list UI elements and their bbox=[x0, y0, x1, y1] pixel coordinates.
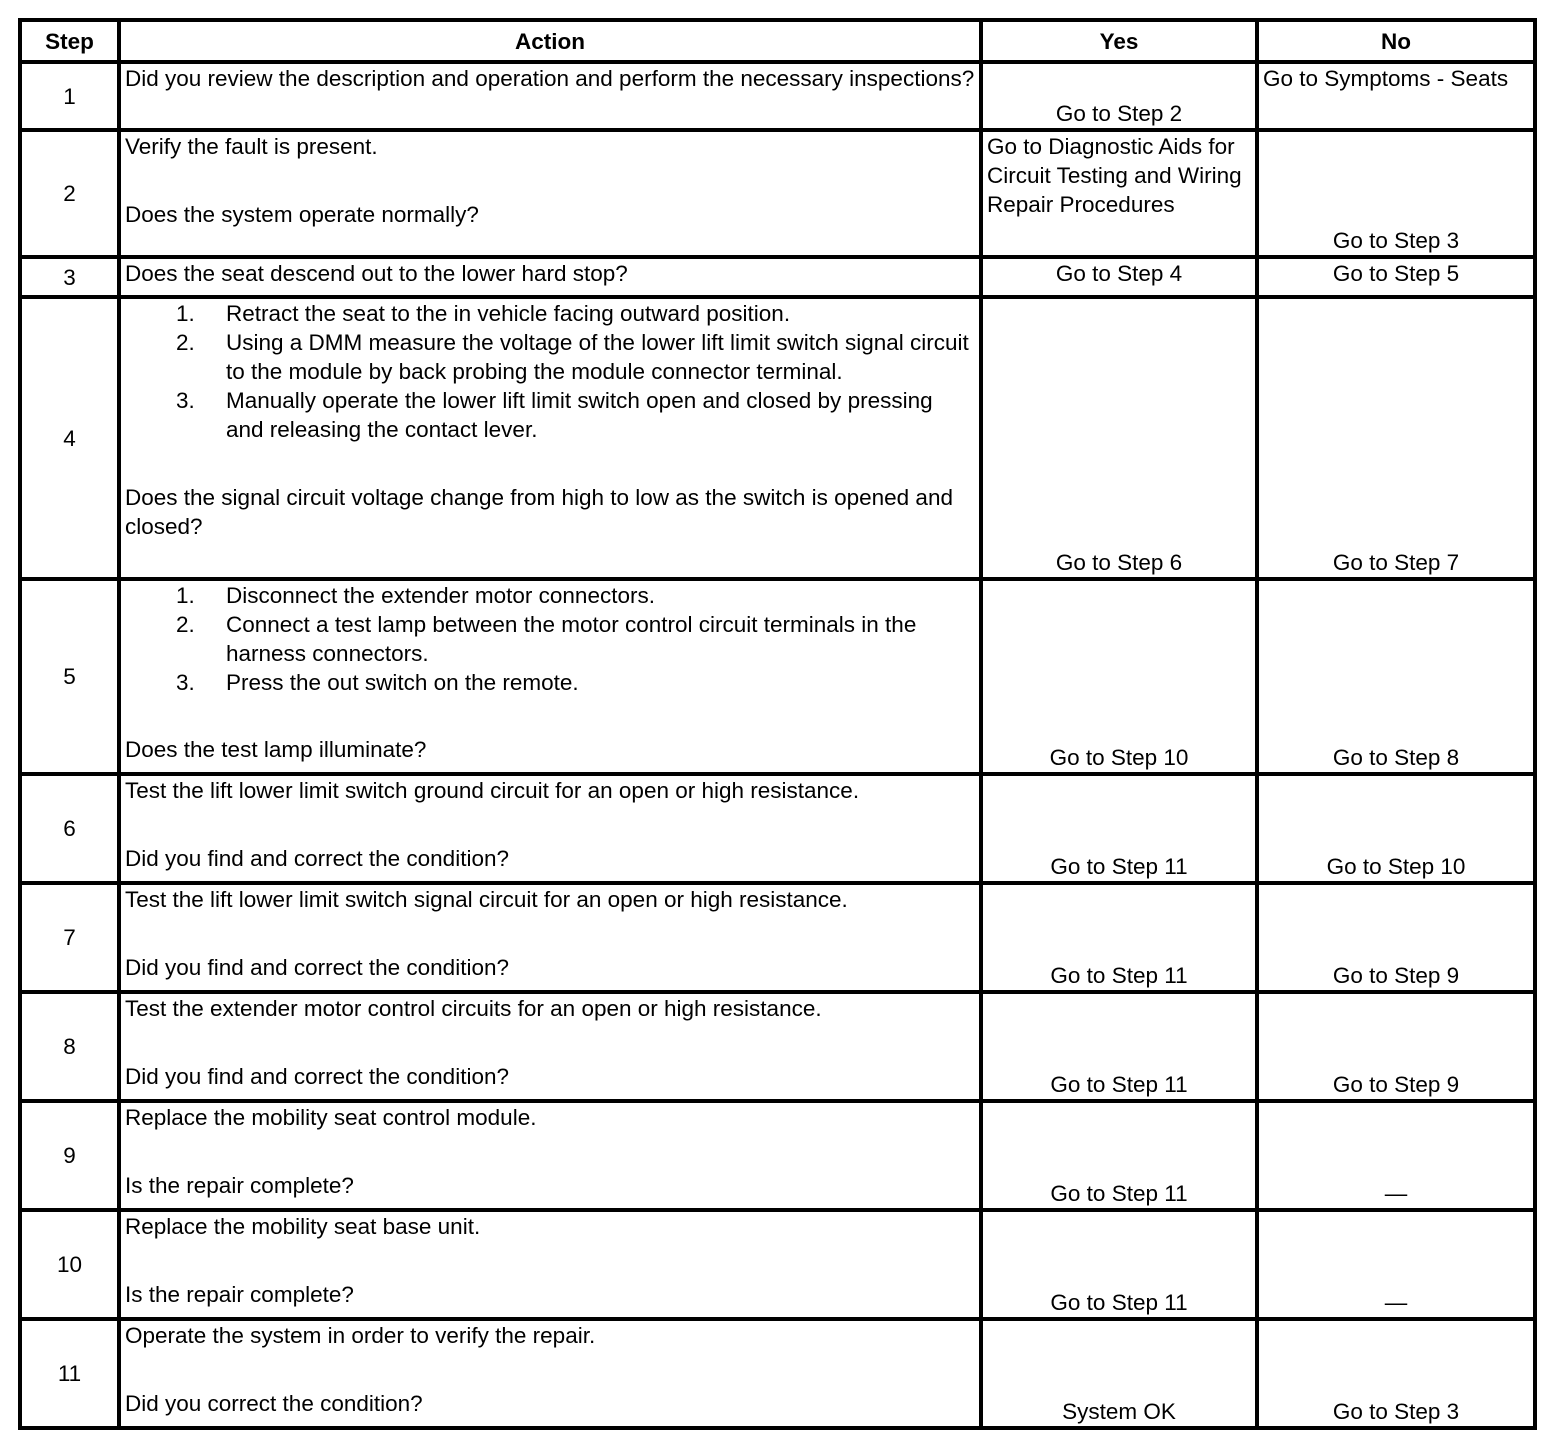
no-text: Go to Step 9 bbox=[1332, 1072, 1460, 1097]
action-question: Does the test lamp illuminate? bbox=[125, 737, 427, 762]
table-row bbox=[20, 62, 1535, 130]
action-cell bbox=[119, 1210, 981, 1319]
instruction-item: 3. Manually operate the lower lift limit switch open and closed by pressing and releasing the contact lever. bbox=[176, 388, 933, 442]
action-text: Test the extender motor control circuits for an open or high resistance. bbox=[125, 996, 822, 1021]
table-row bbox=[20, 774, 1535, 883]
no-cell bbox=[1257, 579, 1535, 774]
yes-cell bbox=[981, 1319, 1257, 1428]
no-cell bbox=[1257, 1210, 1535, 1319]
yes-cell bbox=[981, 774, 1257, 883]
action-question: Did you find and correct the condition? bbox=[125, 846, 509, 871]
step-number: 8 bbox=[20, 992, 119, 1101]
no-text: Go to Step 3 bbox=[1332, 1399, 1460, 1424]
no-text: Go to Step 5 bbox=[1332, 261, 1460, 286]
no-text: — bbox=[1384, 1290, 1408, 1315]
yes-text: Go to Step 11 bbox=[1050, 963, 1188, 988]
action-cell bbox=[119, 62, 981, 130]
no-text: Go to Step 10 bbox=[1326, 854, 1466, 879]
instruction-item: 2. Using a DMM measure the voltage of the lower lift limit switch signal circuit to the module by back probing the module connector terminal. bbox=[176, 330, 969, 384]
step-number: 6 bbox=[20, 774, 119, 883]
yes-text: Go to Step 2 bbox=[1055, 101, 1183, 126]
action-question: Is the repair complete? bbox=[125, 1282, 354, 1307]
instruction-item: 3. Press the out switch on the remote. bbox=[176, 670, 579, 695]
header-row bbox=[20, 20, 1535, 62]
yes-cell bbox=[981, 62, 1257, 130]
action-text: Replace the mobility seat base unit. bbox=[125, 1214, 481, 1239]
yes-cell bbox=[981, 257, 1257, 297]
table-row bbox=[20, 297, 1535, 579]
action-question: Does the system operate normally? bbox=[125, 202, 479, 227]
action-question: Did you correct the condition? bbox=[125, 1391, 423, 1416]
action-text: Verify the fault is present. bbox=[125, 134, 378, 159]
table-row bbox=[20, 1319, 1535, 1428]
step-number: 4 bbox=[20, 297, 119, 579]
table-row bbox=[20, 883, 1535, 992]
step-number: 9 bbox=[20, 1101, 119, 1210]
action-cell bbox=[119, 883, 981, 992]
step-number: 7 bbox=[20, 883, 119, 992]
action-text: Replace the mobility seat control module. bbox=[125, 1105, 537, 1130]
action-question: Did you find and correct the condition? bbox=[125, 1064, 509, 1089]
yes-text: System OK bbox=[1062, 1399, 1176, 1424]
yes-cell bbox=[981, 297, 1257, 579]
yes-text: Go to Step 11 bbox=[1050, 1072, 1188, 1097]
no-text: Go to Symptoms - Seats bbox=[1263, 66, 1509, 91]
action-cell bbox=[119, 130, 981, 257]
table-row bbox=[20, 992, 1535, 1101]
no-cell bbox=[1257, 257, 1535, 297]
action-cell bbox=[119, 992, 981, 1101]
no-text: Go to Step 7 bbox=[1332, 550, 1460, 575]
no-text: — bbox=[1384, 1181, 1408, 1206]
no-text: Go to Step 8 bbox=[1332, 745, 1460, 770]
action-question: Does the signal circuit voltage change from high to low as the switch is opened and closed? bbox=[125, 485, 953, 539]
no-text: Go to Step 3 bbox=[1332, 228, 1460, 253]
step-number: 2 bbox=[20, 130, 119, 257]
action-text: Does the seat descend out to the lower hard stop? bbox=[125, 261, 628, 286]
table-row bbox=[20, 257, 1535, 297]
yes-cell bbox=[981, 1101, 1257, 1210]
action-cell bbox=[119, 297, 981, 579]
action-question: Is the repair complete? bbox=[125, 1173, 354, 1198]
no-cell bbox=[1257, 62, 1535, 130]
yes-text: Go to Step 6 bbox=[1055, 550, 1183, 575]
no-cell bbox=[1257, 1101, 1535, 1210]
no-cell bbox=[1257, 1319, 1535, 1428]
action-text: Test the lift lower limit switch signal circuit for an open or high resistance. bbox=[125, 887, 848, 912]
instruction-list bbox=[125, 299, 975, 444]
yes-cell bbox=[981, 130, 1257, 257]
action-text: Test the lift lower limit switch ground circuit for an open or high resistance. bbox=[125, 778, 860, 803]
step-number: 3 bbox=[20, 257, 119, 297]
yes-text: Go to Step 11 bbox=[1050, 1181, 1188, 1206]
table-row bbox=[20, 130, 1535, 257]
table-row bbox=[20, 1101, 1535, 1210]
header-step: Step bbox=[20, 20, 119, 62]
header-action: Action bbox=[119, 20, 981, 62]
no-cell bbox=[1257, 297, 1535, 579]
no-cell bbox=[1257, 883, 1535, 992]
no-text: Go to Step 9 bbox=[1332, 963, 1460, 988]
action-cell bbox=[119, 257, 981, 297]
step-number: 11 bbox=[20, 1319, 119, 1428]
no-cell bbox=[1257, 992, 1535, 1101]
instruction-item: 1. Retract the seat to the in vehicle facing outward position. bbox=[176, 301, 791, 326]
instruction-item: 2. Connect a test lamp between the motor control circuit terminals in the harness connectors. bbox=[176, 612, 917, 666]
action-question: Did you find and correct the condition? bbox=[125, 955, 509, 980]
yes-cell bbox=[981, 1210, 1257, 1319]
header-yes: Yes bbox=[981, 20, 1257, 62]
instruction-item: 1. Disconnect the extender motor connectors. bbox=[176, 583, 655, 608]
yes-text: Go to Step 11 bbox=[1050, 1290, 1188, 1315]
no-cell bbox=[1257, 130, 1535, 257]
action-cell bbox=[119, 774, 981, 883]
action-cell bbox=[119, 1319, 981, 1428]
step-number: 5 bbox=[20, 579, 119, 774]
step-number: 1 bbox=[20, 62, 119, 130]
diagnostic-table bbox=[18, 18, 1537, 1430]
yes-text: Go to Diagnostic Aids for Circuit Testing and Wiring Repair Procedures bbox=[987, 134, 1242, 217]
yes-cell bbox=[981, 579, 1257, 774]
header-no: No bbox=[1257, 20, 1535, 62]
yes-text: Go to Step 4 bbox=[1055, 261, 1183, 286]
instruction-list bbox=[125, 581, 975, 697]
no-cell bbox=[1257, 774, 1535, 883]
action-text: Did you review the description and operation and perform the necessary inspections? bbox=[125, 66, 975, 91]
action-cell bbox=[119, 1101, 981, 1210]
action-cell bbox=[119, 579, 981, 774]
table-row bbox=[20, 1210, 1535, 1319]
yes-cell bbox=[981, 992, 1257, 1101]
yes-text: Go to Step 10 bbox=[1049, 745, 1189, 770]
yes-text: Go to Step 11 bbox=[1050, 854, 1188, 879]
yes-cell bbox=[981, 883, 1257, 992]
table-row bbox=[20, 579, 1535, 774]
step-number: 10 bbox=[20, 1210, 119, 1319]
action-text: Operate the system in order to verify the repair. bbox=[125, 1323, 596, 1348]
